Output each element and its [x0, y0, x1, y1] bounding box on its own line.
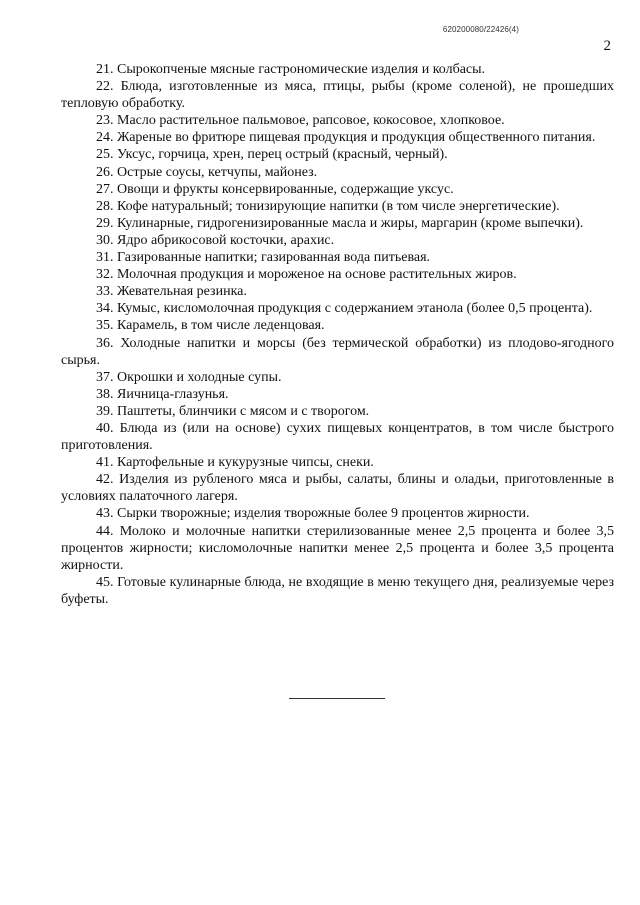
list-item: 32. Молочная продукция и мороженое на основе растительных жиров.	[96, 267, 517, 283]
page-number: 2	[603, 38, 611, 54]
list-item: 26. Острые соусы, кетчупы, майонез.	[96, 164, 318, 180]
list-item: 33. Жевательная резинка.	[96, 284, 247, 300]
list-item: 41. Картофельные и кукурузные чипсы, снеки.	[96, 455, 374, 471]
list-item: 36. Холодные напитки и морсы (без термической обработки) из плодово-ягодного сырья.	[61, 335, 614, 368]
list-item: 28. Кофе натуральный; тонизирующие напитки (в том числе энергетические).	[96, 198, 560, 214]
list-item: 30. Ядро абрикосовой косточки, арахис.	[96, 232, 335, 248]
list-item: 38. Яичница-глазунья.	[96, 386, 229, 402]
list-item: 25. Уксус, горчица, хрен, перец острый (красный, черный).	[96, 147, 448, 163]
list-item: 23. Масло растительное пальмовое, рапсовое, кокосовое, хлопковое.	[96, 113, 505, 129]
list-item: 40. Блюда из (или на основе) сухих пищевых концентратов, в том числе быстрого приготовления.	[61, 420, 614, 454]
list-item: 42. Изделия из рубленого мяса и рыбы, салаты, блины и оладьи, приготовленные в условиях палаточного лагеря.	[61, 472, 614, 505]
list-item: 21. Сырокопченые мясные гастрономические изделия и колбасы.	[96, 62, 486, 77]
list-item: 22. Блюда, изготовленные из мяса, птицы, рыбы (кроме соленой), не прошедших тепловую обработку.	[61, 79, 614, 112]
list-item: 34. Кумыс, кисломолочная продукция с содержанием этанола (более 0,5 процента).	[96, 301, 593, 317]
list-item: 39. Паштеты, блинчики с мясом и с творогом.	[96, 403, 370, 419]
list-item: 37. Окрошки и холодные супы.	[96, 369, 282, 385]
list-item: 29. Кулинарные, гидрогенизированные масла и жиры, маргарин (кроме выпечки).	[96, 215, 584, 231]
list-item: 45. Готовые кулинарные блюда, не входящие в меню текущего дня, реализуемые через буфеты.	[61, 574, 614, 607]
list-item: 27. Овощи и фрукты консервированные, содержащие уксус.	[96, 181, 454, 197]
footer-divider	[289, 698, 385, 699]
list-item: 31. Газированные напитки; газированная вода питьевая.	[96, 250, 431, 266]
list-item: 44. Молоко и молочные напитки стерилизованные менее 2,5 процента и более 3,5 процентов жирности; кисломолочные напитки менее 2,5 процента и более 3,5 процента жирности.	[61, 523, 614, 573]
list-item: 24. Жареные во фритюре пищевая продукция и продукция общественного питания.	[96, 130, 596, 146]
document-code: 620200080/22426(4)	[442, 25, 519, 34]
list-item: 43. Сырки творожные; изделия творожные более 9 процентов жирности.	[96, 506, 530, 522]
list-item: 35. Карамель, в том числе леденцовая.	[96, 318, 325, 334]
document-body	[61, 61, 614, 608]
